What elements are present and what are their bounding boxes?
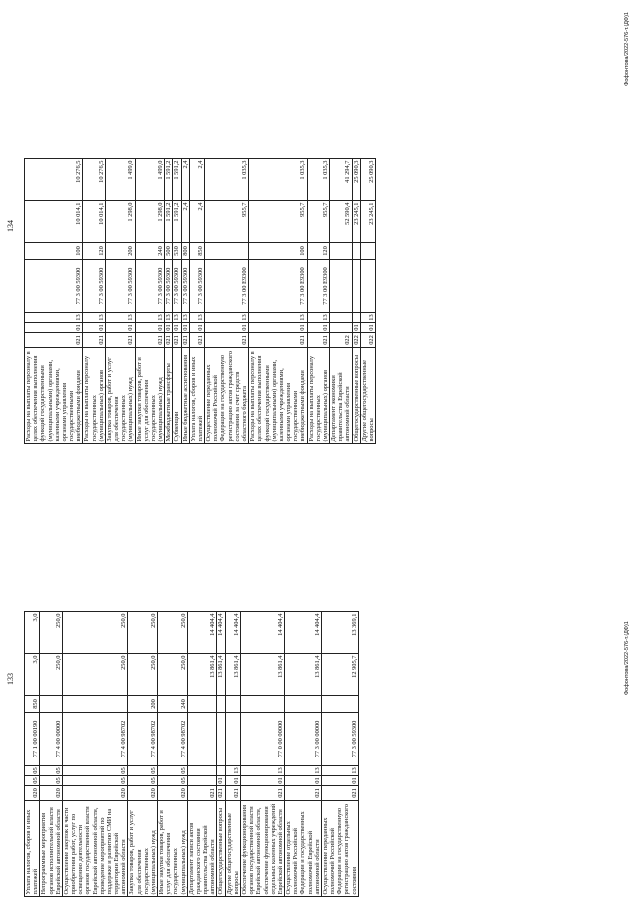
col-target-article: 77 3 00 59300: [25, 260, 83, 313]
row-name: Иные закупки товаров, работ и услуг для обеспечения государственных (муниципальных) нужд: [135, 348, 165, 444]
table-row: [240, 612, 284, 897]
table-row: [205, 159, 249, 444]
row-name: Осуществление переданных полномочий Российской Федерации на государственную регистрацию актов гражданского состояния: [321, 801, 358, 897]
page-number: 134: [6, 220, 15, 232]
col-target-article: [330, 260, 353, 313]
col-grbs: 020: [158, 786, 188, 801]
col-section: 05: [25, 776, 40, 786]
col-section: 05: [62, 776, 128, 786]
row-name: Другие общегосударственные вопросы: [360, 348, 375, 444]
col-section: 01: [83, 323, 106, 333]
row-name: Расходы на выплаты персоналу в целях обеспечения выполнения функций государственными (муниципальными) органами, казенными учреждениями, органами управления государственными внебюджетными фондами: [25, 348, 83, 444]
table-row: [189, 159, 204, 444]
col-amount-1: 250,0: [62, 654, 128, 696]
page-footer: Фофонтова/2022-576-т.(ДФ)1: [624, 621, 630, 695]
table-row: [135, 159, 165, 444]
col-subsection: 13: [105, 313, 135, 323]
col-amount-1: 13 861,4: [187, 654, 217, 696]
col-amount-2: 14 404,4: [187, 612, 217, 654]
col-amount-1: 13 861,4: [217, 654, 225, 696]
row-name: Общегосударственные вопросы: [217, 801, 225, 897]
col-target-article: 77 4 00 98702: [158, 713, 188, 766]
col-expense-type: 100: [25, 243, 83, 260]
col-target-article: 77 3 00 59300: [321, 713, 358, 766]
table-row: [25, 612, 40, 897]
col-section: 01: [307, 323, 330, 333]
col-grbs: 021: [135, 333, 165, 348]
row-name: Другие общегосударственные вопросы: [225, 801, 240, 897]
col-section: 01: [189, 323, 204, 333]
table-row: [225, 612, 240, 897]
col-amount-2: 2,4: [189, 159, 204, 201]
col-grbs: 021: [249, 333, 307, 348]
table-row: [165, 159, 173, 444]
table-row: [181, 159, 189, 444]
col-subsection: 13: [360, 313, 375, 323]
col-amount-2: 25 090,3: [360, 159, 375, 201]
col-section: 01: [321, 776, 358, 786]
col-subsection: 05: [128, 766, 158, 776]
col-amount-2: 10 276,5: [25, 159, 83, 201]
col-grbs: 021: [285, 786, 322, 801]
col-amount-2: 14 404,4: [225, 612, 240, 654]
col-target-article: 77 3 00 Е9300: [205, 260, 249, 313]
col-amount-2: 1 591,2: [165, 159, 173, 201]
col-grbs: 021: [225, 786, 240, 801]
col-target-article: 77 4 00 98702: [128, 713, 158, 766]
col-section: 01: [352, 324, 360, 331]
col-grbs: 020: [128, 786, 158, 801]
table-row: [158, 612, 188, 897]
col-section: 01: [225, 776, 240, 786]
col-subsection: 13: [225, 766, 240, 776]
col-amount-2: 250,0: [128, 612, 158, 654]
col-subsection: 13: [321, 766, 358, 776]
col-subsection: 13: [173, 314, 181, 321]
col-expense-type: [360, 243, 375, 260]
col-grbs: 022: [330, 333, 353, 348]
col-target-article: 77 3 00 59300: [189, 260, 204, 313]
row-name: Осуществление отдельных полномочий Российской Федерации и государственных полномочий Еврейской автономной области: [285, 801, 322, 897]
row-name: Расходы на выплаты персоналу государственных (муниципальных) органов: [307, 348, 330, 444]
col-target-article: 77 3 00 Е9300: [307, 260, 330, 313]
col-amount-2: 250,0: [158, 612, 188, 654]
col-expense-type: 850: [25, 696, 40, 713]
col-grbs: 022: [352, 333, 360, 348]
col-amount-1: 2,4: [181, 201, 189, 243]
col-target-article: 77 1 00 00190: [25, 713, 40, 766]
table-row: [173, 159, 181, 444]
col-amount-1: 12 905,7: [321, 654, 358, 696]
col-amount-2: 1 035,3: [307, 159, 330, 201]
col-grbs: 021: [307, 333, 330, 348]
col-amount-2: 2,4: [181, 159, 189, 201]
col-section: 05: [158, 776, 188, 786]
col-target-article: 77 3 00 59300: [173, 260, 181, 313]
col-subsection: 05: [62, 766, 128, 776]
col-grbs: 021: [217, 786, 225, 801]
col-amount-1: 250,0: [40, 654, 63, 696]
table-row: [25, 159, 83, 444]
col-amount-2: 1 035,3: [249, 159, 307, 201]
col-amount-2: 14 404,4: [217, 612, 225, 654]
col-subsection: 13: [285, 766, 322, 776]
col-subsection: [330, 313, 353, 323]
row-name: Осуществление переданных полномочий Российской Федерации на государственную регистрацию актов гражданского состояния за счет средств областного бюджета: [205, 348, 249, 444]
col-expense-type: [225, 696, 240, 713]
row-name: Субвенции: [173, 348, 181, 444]
col-amount-1: 13 861,4: [285, 654, 322, 696]
col-subsection: [187, 766, 217, 776]
col-target-article: [352, 260, 360, 313]
col-target-article: 77 3 00 59300: [165, 260, 173, 313]
col-target-article: [225, 713, 240, 766]
col-section: 01: [285, 776, 322, 786]
col-target-article: [360, 260, 375, 313]
table-row: [105, 159, 135, 444]
col-expense-type: 240: [158, 696, 188, 713]
col-grbs: 021: [25, 333, 83, 348]
col-amount-2: 1 499,0: [135, 159, 165, 201]
col-expense-type: [352, 243, 360, 260]
col-amount-1: 10 014,1: [25, 201, 83, 243]
col-amount-1: 955,7: [249, 201, 307, 243]
table-row: [285, 612, 322, 897]
col-grbs: 022: [360, 333, 375, 348]
col-grbs: 021: [105, 333, 135, 348]
row-name: Общегосударственные вопросы: [352, 348, 360, 444]
row-name: Осуществление закупок в части приобретения работ, услуг по освещению деятельности органов государственной власти Еврейской автономной области, проведение мероприятий по поддержке и развитию СМИ на территории Еврейской автономной области: [62, 801, 128, 897]
col-amount-1: 250,0: [128, 654, 158, 696]
col-amount-2: 41 294,7: [330, 159, 353, 201]
col-amount-2: 1 499,0: [105, 159, 135, 201]
table-row: [330, 159, 353, 444]
col-expense-type: 200: [128, 696, 158, 713]
col-grbs: 021: [83, 333, 106, 348]
col-section: [330, 323, 353, 333]
col-target-article: 77 4 00 98702: [62, 713, 128, 766]
col-section: 01: [105, 323, 135, 333]
col-section: 01: [181, 324, 189, 331]
row-name: Непрограммные мероприятия органов исполнительной власти Еврейской автономной области: [40, 801, 63, 897]
col-grbs: 021: [189, 333, 204, 348]
budget-table: [24, 611, 359, 897]
col-subsection: 13: [307, 313, 330, 323]
col-amount-2: 14 404,4: [240, 612, 284, 654]
page-number: 133: [6, 673, 15, 685]
col-target-article: 77 3 00 59300: [83, 260, 106, 313]
row-name: Расходы на выплаты персоналу государственных (муниципальных) органов: [83, 348, 106, 444]
row-name: Обеспечение функционирования органов государственной власти Еврейской автономной области, обеспечение функционирования отдельных казенных учреждений Еврейской автономной области: [240, 801, 284, 897]
col-amount-1: 2,4: [189, 201, 204, 243]
col-subsection: 13: [25, 313, 83, 323]
col-expense-type: 120: [307, 243, 330, 260]
table-row: [62, 612, 128, 897]
col-amount-2: 3,0: [25, 612, 40, 654]
col-amount-2: 10 276,5: [83, 159, 106, 201]
col-expense-type: 120: [83, 243, 106, 260]
row-name: Закупка товаров, работ и услуг для обеспечения государственных (муниципальных) нужд: [128, 801, 158, 897]
table-row: [307, 159, 330, 444]
row-name: Межбюджетные трансферты: [165, 348, 173, 444]
table-row: [187, 612, 217, 897]
col-expense-type: 850: [189, 243, 204, 260]
table-row: [217, 612, 225, 897]
right-page: [0, 0, 638, 452]
col-amount-1: 23 245,1: [360, 201, 375, 243]
col-grbs: 020: [25, 786, 40, 801]
col-grbs: 021: [173, 333, 181, 348]
col-expense-type: [330, 243, 353, 260]
row-name: Департамент записи актов гражданского состояния правительства Еврейской автономной области: [187, 801, 217, 897]
col-subsection: 13: [189, 313, 204, 323]
col-subsection: 05: [40, 766, 63, 776]
table-row: [128, 612, 158, 897]
col-amount-2: 1 591,2: [173, 159, 181, 201]
col-amount-2: 250,0: [40, 612, 63, 654]
col-amount-1: 23 245,1: [352, 201, 360, 243]
col-subsection: 13: [205, 313, 249, 323]
col-target-article: 77 4 00 00000: [40, 713, 63, 766]
col-amount-1: 250,0: [158, 654, 188, 696]
col-expense-type: 240: [135, 243, 165, 260]
col-target-article: [217, 713, 225, 766]
col-expense-type: [205, 243, 249, 260]
row-name: Департамент экономики правительства Еврейской автономной области: [330, 348, 353, 444]
col-subsection: 13: [249, 313, 307, 323]
col-subsection: 05: [25, 766, 40, 776]
col-amount-2: 250,0: [62, 612, 128, 654]
col-expense-type: 500: [165, 243, 173, 260]
col-subsection: 13: [240, 766, 284, 776]
col-amount-1: 13 861,4: [225, 654, 240, 696]
col-subsection: [217, 766, 225, 776]
col-grbs: 021: [240, 786, 284, 801]
col-expense-type: 800: [181, 243, 189, 260]
col-amount-1: 955,7: [205, 201, 249, 243]
table-row: [40, 612, 63, 897]
col-expense-type: 200: [105, 243, 135, 260]
col-subsection: 13: [135, 313, 165, 323]
col-grbs: 021: [165, 333, 173, 348]
col-target-article: 77 0 00 00000: [240, 713, 284, 766]
row-name: Закупка товаров, работ и услуг для обеспечения государственных (муниципальных) нужд: [105, 348, 135, 444]
col-subsection: [352, 313, 360, 323]
page-footer: Фофонтова/2022-576-т.(ДФ)1: [624, 12, 630, 86]
col-amount-1: 1 298,0: [135, 201, 165, 243]
col-target-article: 77 3 00 59300: [105, 260, 135, 313]
col-expense-type: [62, 696, 128, 713]
col-grbs: 021: [321, 786, 358, 801]
col-section: 01: [173, 324, 181, 331]
col-section: 01: [360, 323, 375, 333]
col-expense-type: [240, 696, 284, 713]
col-expense-type: [217, 696, 225, 713]
col-amount-1: 13 861,4: [240, 654, 284, 696]
col-expense-type: [285, 696, 322, 713]
col-target-article: 77 3 00 59300: [181, 260, 189, 313]
col-target-article: 77 3 00 Е9300: [249, 260, 307, 313]
row-name: Уплата налогов, сборов и иных платежей: [25, 801, 40, 897]
table-row: [321, 612, 358, 897]
row-name: Иные бюджетные ассигнования: [181, 348, 189, 444]
col-target-article: 77 3 00 00000: [285, 713, 322, 766]
col-amount-1: 1 591,2: [173, 201, 181, 243]
col-section: 01: [205, 323, 249, 333]
col-subsection: 13: [165, 314, 173, 321]
col-grbs: 021: [205, 333, 249, 348]
col-section: 01: [249, 323, 307, 333]
col-expense-type: [40, 696, 63, 713]
col-target-article: [187, 713, 217, 766]
col-section: [187, 776, 217, 786]
col-amount-1: 1 591,2: [165, 201, 173, 243]
col-expense-type: 100: [249, 243, 307, 260]
row-name: Уплата налогов, сборов и иных платежей: [189, 348, 204, 444]
left-page: [0, 453, 638, 905]
col-expense-type: 530: [173, 243, 181, 260]
row-name: Расходы на выплаты персоналу в целях обеспечения выполнения функций государственными (муниципальными) органами, казенными учреждениями, органами управления государственными внебюджетными фондами: [249, 348, 307, 444]
col-target-article: 77 3 00 59300: [135, 260, 165, 313]
col-section: 01: [25, 323, 83, 333]
col-grbs: 020: [40, 786, 63, 801]
col-section: 01: [217, 777, 225, 784]
col-grbs: 021: [181, 333, 189, 348]
col-amount-1: 955,7: [307, 201, 330, 243]
col-amount-2: 13 369,1: [321, 612, 358, 654]
table-row: [249, 159, 307, 444]
col-grbs: 021: [187, 786, 217, 801]
table-row: [83, 159, 106, 444]
col-section: 05: [40, 776, 63, 786]
col-subsection: 13: [181, 314, 189, 321]
budget-table: [24, 158, 376, 444]
col-expense-type: [187, 696, 217, 713]
col-amount-1: 1 298,0: [105, 201, 135, 243]
col-section: 05: [128, 776, 158, 786]
col-amount-1: 3,0: [25, 654, 40, 696]
col-grbs: 020: [62, 786, 128, 801]
col-amount-1: 52 590,4: [330, 201, 353, 243]
col-amount-2: 1 035,3: [205, 159, 249, 201]
col-amount-2: 25 090,3: [352, 159, 360, 201]
col-section: 01: [135, 323, 165, 333]
col-section: 01: [165, 324, 173, 331]
table-row: [352, 159, 360, 444]
row-name: Иные закупки товаров, работ и услуг для обеспечения государственных (муниципальных) нужд: [158, 801, 188, 897]
col-subsection: 13: [83, 313, 106, 323]
table-row: [360, 159, 375, 444]
col-subsection: 05: [158, 766, 188, 776]
col-amount-1: 10 014,1: [83, 201, 106, 243]
col-expense-type: [321, 696, 358, 713]
col-section: 01: [240, 776, 284, 786]
col-amount-2: 14 404,4: [285, 612, 322, 654]
